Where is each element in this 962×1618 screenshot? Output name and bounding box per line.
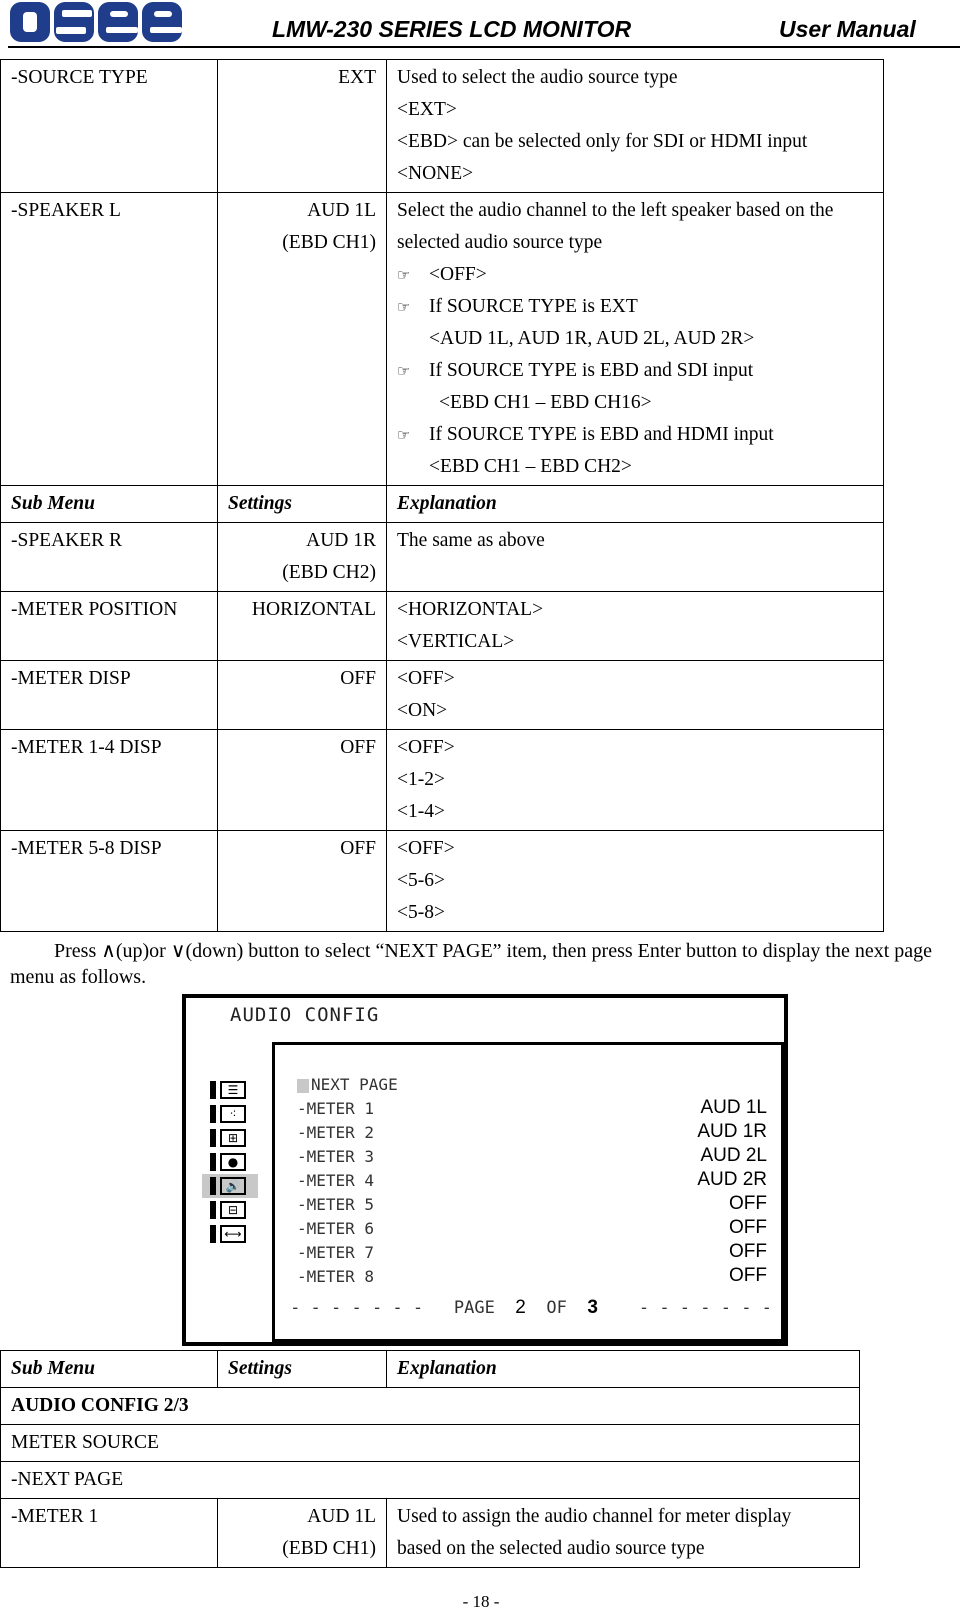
header-sub-menu: Sub Menu [1,486,218,523]
option-line: <5-6> [397,870,445,891]
explanation-line: Used to assign the audio channel for meter display [397,1506,792,1527]
table-row [1,661,884,730]
settings-cell [218,193,387,486]
header-sub-menu: Sub Menu [1,1351,218,1388]
osd-menu-item [202,1198,258,1222]
osee-logo [10,2,182,42]
bullet-line: ☞ If SOURCE TYPE is EBD and HDMI input [397,419,873,451]
table-row [1,831,884,932]
osd-menu-item [202,1222,258,1246]
pointing-hand-icon: ☞ [397,362,411,380]
option-line: <5-8> [397,902,445,923]
osd-page-indicator: - - - - - - - PAGE 2 OF 3 - - - - - - - [290,1297,772,1318]
explanation-line: selected audio source type [397,232,603,253]
bullet-value: <EBD CH1 – EBD CH16> [439,392,652,413]
audio-config-table-1 [0,59,884,932]
osd-menu-screenshot [182,994,788,1346]
table-row [1,730,884,831]
sub-menu-cell: -METER 1 [1,1499,218,1568]
explanation-line: <EBD> can be selected only for SDI or HDMI input [397,131,808,152]
table-row [1,1499,860,1568]
settings-cell: HORIZONTAL [218,592,387,661]
bullet-line: ☞ If SOURCE TYPE is EXT [397,291,873,323]
bullet-line: ☞ <OFF> [397,259,873,291]
status-icon: ☰ [220,1081,246,1099]
option-line: <1-4> [397,801,445,822]
sub-menu-cell: -SPEAKER L [1,193,218,486]
setting-line: AUD 1L [307,200,376,221]
explanation-line: Used to select the audio source type [397,67,678,88]
explanation-cell [387,60,884,193]
header-divider [8,46,960,48]
explanation-cell [387,730,884,831]
sub-menu-cell: -METER 1-4 DISP [1,730,218,831]
settings-cell: OFF [218,831,387,932]
osd-next-page-row: NEXT PAGE [297,1073,767,1097]
header-settings: Settings [218,486,387,523]
osd-meter-row: -METER 5 OFF [297,1193,767,1214]
osd-meter-row: -METER 7 OFF [297,1241,767,1262]
option-line: <1-2> [397,769,445,790]
marker-icon: ⊞ [220,1129,246,1147]
explanation-line: based on the selected audio source type [397,1538,705,1559]
option-line: <OFF> [397,668,455,689]
table-row [1,1425,860,1462]
osd-title: AUDIO CONFIG [230,1004,380,1026]
setting-line: (EBD CH2) [282,562,376,583]
osd-menu-item [202,1102,258,1126]
osd-meter-row: -METER 6 OFF [297,1217,767,1238]
next-page-cell: -NEXT PAGE [1,1462,860,1499]
page-number: - 18 - [462,1592,500,1611]
osd-menu-item-selected [202,1174,258,1198]
header-explanation: Explanation [387,1351,860,1388]
option-line: <VERTICAL> [397,631,515,652]
table-header-row [1,1351,860,1388]
sub-menu-cell: -METER DISP [1,661,218,730]
setting-line: AUD 1L [307,1506,376,1527]
bullet-value: <AUD 1L, AUD 1R, AUD 2L, AUD 2R> [429,328,755,349]
settings-cell: EXT [218,60,387,193]
osd-menu-item [202,1150,258,1174]
option-line: <OFF> [397,838,455,859]
osd-menu-item [202,1126,258,1150]
table-row [1,523,884,592]
explanation-line: <EXT> [397,99,457,120]
sub-menu-cell: -SPEAKER R [1,523,218,592]
table-row [1,60,884,193]
group-cell: METER SOURCE [1,1425,860,1462]
audio-config-table-2 [0,1350,860,1568]
settings-cell: OFF [218,661,387,730]
document-type: User Manual [779,16,916,42]
system-icon: ⟷ [220,1225,246,1243]
user-icon: ● [220,1153,246,1171]
settings-cell: OFF [218,730,387,831]
section-title-cell: AUDIO CONFIG 2/3 [1,1388,860,1425]
document-title: LMW-230 SERIES LCD MONITOR [272,16,632,42]
sub-menu-cell: -SOURCE TYPE [1,60,218,193]
bullet-value: <EBD CH1 – EBD CH2> [429,456,632,477]
osd-menu-item [202,1078,258,1102]
explanation-cell [387,831,884,932]
pointing-hand-icon: ☞ [397,266,411,284]
sub-menu-cell: -METER 5-8 DISP [1,831,218,932]
explanation-cell [387,592,884,661]
option-line: <HORIZONTAL> [397,599,544,620]
option-line: <ON> [397,700,448,721]
setting-line: (EBD CH1) [282,1538,376,1559]
setting-line: AUD 1R [306,530,376,551]
explanation-cell [387,1499,860,1568]
osd-panel [272,1042,784,1342]
picture-icon: ⁖ [220,1105,246,1123]
pointing-hand-icon: ☞ [397,298,411,316]
explanation-cell [387,193,884,486]
explanation-line: Select the audio channel to the left speaker based on the [397,200,834,221]
table-row [1,1462,860,1499]
toolbox-icon: ⊟ [220,1201,246,1219]
osd-meter-row: -METER 4 AUD 2R [297,1169,767,1190]
table-row [1,592,884,661]
option-line: <OFF> [397,737,455,758]
osd-icon-column [202,1078,258,1246]
header-settings: Settings [218,1351,387,1388]
osd-meter-row: -METER 3 AUD 2L [297,1145,767,1166]
settings-cell [218,1499,387,1568]
osd-meter-row: -METER 8 OFF [297,1265,767,1286]
explanation-cell: The same as above [387,523,884,592]
selection-marker [297,1079,309,1093]
table-header-row [1,486,884,523]
instruction-paragraph: Press ∧(up)or ∨(down) button to select “NEXT PAGE” item, then press Enter button to display the next page menu as follows. [10,940,933,988]
table-row [1,193,884,486]
setting-line: (EBD CH1) [282,232,376,253]
bullet-line: ☞ If SOURCE TYPE is EBD and SDI input [397,355,873,387]
header-explanation: Explanation [387,486,884,523]
explanation-line: <NONE> [397,163,474,184]
settings-cell [218,523,387,592]
table-row [1,1388,860,1425]
audio-icon: 🔊 [220,1177,246,1195]
sub-menu-cell: -METER POSITION [1,592,218,661]
osd-meter-row: -METER 1 AUD 1L [297,1097,767,1118]
osd-meter-row: -METER 2 AUD 1R [297,1121,767,1142]
explanation-cell [387,661,884,730]
pointing-hand-icon: ☞ [397,426,411,444]
